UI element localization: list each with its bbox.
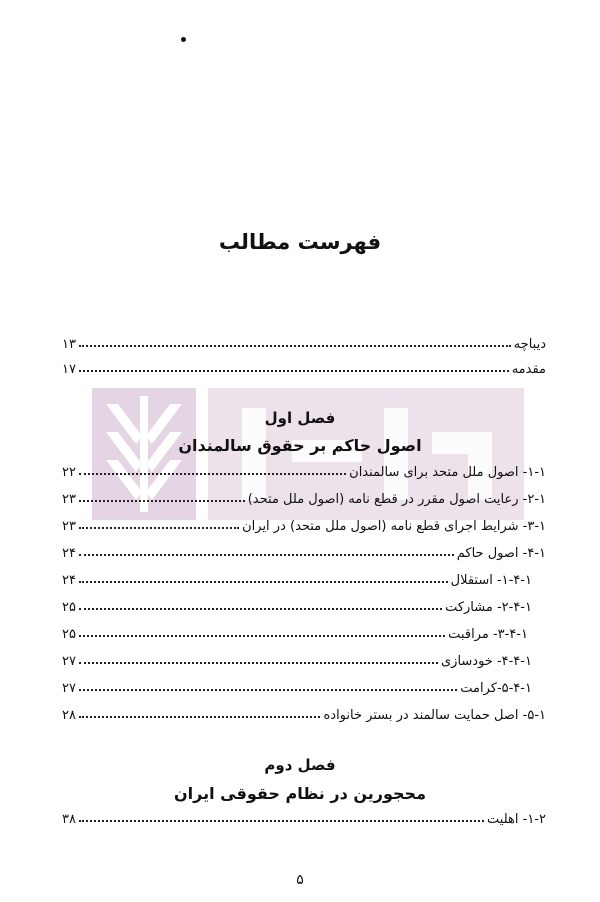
toc-page-number: ۱۷ — [62, 362, 76, 377]
toc-page-number: ۲۷ — [62, 681, 76, 696]
toc-entry-label: ۲-۴-۱- مشارکت — [445, 600, 532, 615]
chapter-2-title: محجورین در نظام حقوقی ایران — [174, 784, 426, 803]
toc-entry-introduction[interactable] — [62, 357, 546, 377]
toc-entry[interactable] — [62, 460, 546, 480]
leader-dots — [79, 635, 445, 637]
leader-dots — [79, 473, 346, 475]
toc-page-number: ۲۳ — [62, 519, 76, 534]
toc-entry-label: ۴-۴-۱- خودسازی — [440, 654, 532, 669]
leader-dots — [79, 581, 448, 583]
toc-page-number: ۲۳ — [62, 492, 76, 507]
toc-page-number: ۲۴ — [62, 573, 76, 588]
chapter-1-title: اصول حاکم بر حقوق سالمندان — [178, 436, 422, 455]
page-title: فهرست مطالب — [218, 230, 382, 254]
toc-page-number: ۲۵ — [62, 627, 76, 642]
toc-entry-label: ۱-۱- اصول ملل متحد برای سالمندان — [349, 465, 546, 480]
toc-page-number: ۱۳ — [62, 337, 76, 352]
toc-page-number: ۲۷ — [62, 654, 76, 669]
toc-entry[interactable] — [62, 487, 546, 507]
toc-entry-label: ۳-۱- شرایط اجرای قطع نامه (اصول ملل متحد) در ایران — [242, 519, 546, 534]
toc-entry[interactable] — [62, 514, 546, 534]
leader-dots — [79, 527, 239, 529]
leader-dots — [79, 716, 321, 718]
leader-dots — [79, 500, 245, 502]
toc-page-number: ۲۵ — [62, 600, 76, 615]
chapter-2-label: فصل دوم — [264, 756, 336, 774]
toc-entry-label: ۱-۴-۱- استقلال — [450, 573, 532, 588]
toc-entry[interactable] — [62, 622, 528, 642]
toc-entry[interactable] — [62, 568, 532, 588]
toc-entry-label: ۲-۱- رعایت اصول مقرر در قطع نامه (اصول ملل متحد) — [247, 492, 546, 507]
toc-entry[interactable] — [62, 541, 546, 561]
toc-entry[interactable] — [62, 807, 546, 827]
leader-dots — [79, 689, 457, 691]
toc-page-number: ۲۸ — [62, 708, 76, 723]
toc-page-number: ۲۲ — [62, 465, 76, 480]
toc-entry-label: مقدمه — [511, 362, 546, 377]
toc-entry-label: ۴-۱- اصول حاکم — [456, 546, 546, 561]
leader-dots — [79, 820, 484, 822]
leader-dots — [79, 662, 438, 664]
toc-entry-label: ۵-۱- اصل حمایت سالمند در بستر خانواده — [323, 708, 546, 723]
leader-dots — [79, 608, 442, 610]
toc-entry[interactable] — [62, 703, 546, 723]
toc-entry-label: ۳-۴-۱- مراقبت — [448, 627, 528, 642]
toc-page-number: ۲۴ — [62, 546, 76, 561]
ink-dot — [181, 37, 186, 42]
toc-entry-preface[interactable] — [62, 332, 546, 352]
toc-entry-label: ۱-۲- اهلیت — [487, 812, 546, 827]
toc-page-number: ۳۸ — [62, 812, 76, 827]
toc-entry-label: دیباچه — [513, 337, 546, 352]
page-number: ۵ — [296, 872, 304, 888]
toc-entry[interactable] — [62, 649, 532, 669]
chapter-1-label: فصل اول — [264, 409, 336, 427]
toc-entry[interactable] — [62, 595, 532, 615]
leader-dots — [79, 370, 509, 372]
toc-entry[interactable] — [62, 676, 532, 696]
leader-dots — [79, 554, 454, 556]
toc-entry-label: ۵-۴-۱-کرامت — [460, 681, 532, 696]
leader-dots — [79, 345, 511, 347]
